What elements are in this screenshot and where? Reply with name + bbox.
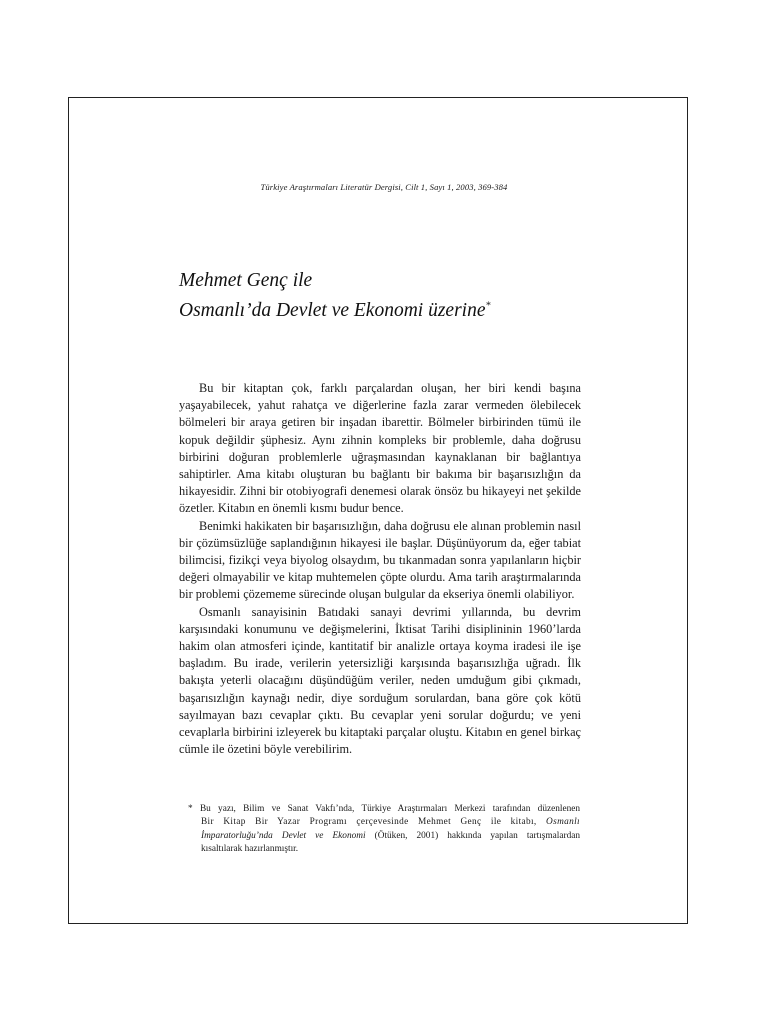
- footnote-text-1: Bu yazı, Bilim ve Sanat Vakfı’nda, Türkiye Araştırmaları Merkezi tarafından düzenlenen: [199, 804, 581, 814]
- footnote-mark: *: [188, 804, 193, 814]
- paragraph-1: Bu bir kitaptan çok, farklı parçalardan oluşan, her biri kendi başına yaşayabilecek, yahut rahatça ve diğerlerine fazla zarar vermeden ölebilecek bölmeleri bir araya getiren bir inşadan ibarettir. Bölmeler birbirinden tümü ile kopuk değildir şüphesiz. Aynı zihnin kompleks bir problemle, daha doğrusu birbirini doğuran problemlerle uğraşmasından kaynaklanan bir bağlantıya sahiptirler. Ama kitabı oluşturan bu bağlantı bir bakıma bir başarısızlığın da hikayesidir. Zihni bir otobiyografi denemesi olarak önsöz bu hikayeyi net şekilde özetler. Kitabın en önemli kısmı budur bence.: [179, 381, 581, 516]
- title-line-2-text: Osmanlı’da Devlet ve Ekonomi üzerine: [179, 300, 486, 321]
- article-title: [179, 266, 599, 326]
- paragraph-3: Osmanlı sanayisinin Batıdaki sanayi devrimi yıllarında, bu devrim karşısındaki konumunu ve değişmelerini, İktisat Tarihi disiplininin 1960’larda hakim olan atmosferi içinde, kantitatif bir analizle ortaya koyma iradesi ile işe başladım. Bu irade, verilerin yetersizliği karşısında başarısızlığa uğradı. İlk bakışta yeterli olacağını düşündüğüm veriler, neden umduğum gibi çıkmadı, başarısızlığın kaynağı nedir, diye sorduğum sorulardan, bana göre çok kötü sayılmayan bazı cevaplar çıktı. Bu cevaplar yeni sorular doğurdu; ve yeni cevaplarla birbirini izleyerek bu kitaptaki parçalar oluştu. Kitabın en genel birkaç cümle ile özetini böyle verebilirim.: [179, 604, 581, 757]
- article-body: [179, 380, 581, 758]
- footnote-text-2: Bir Kitap Bir Yazar Programı çerçevesinde Mehmet Genç ile kitabı,: [201, 817, 537, 828]
- paragraph-2: Benimki hakikaten bir başarısızlığın, daha doğrusu ele alınan problemin nasıl bir çözümsüzlüğe saplandığının hikayesi ile başlar. Düşünüyorum da, eğer tabiat bilimcisi, fizikçi veya biyolog olsaydım, bu tıkanmadan sonra yapılanların hiçbir değeri olmayabilir ve kitap muhtemelen çöpte olurdu. Ama tarih araştırmalarında bir problemi çözememe sürecinde oluşan bulgular da ekseriya önemli olabiliyor.: [179, 518, 581, 602]
- footnote-book-title-part-1: Osmanlı: [546, 817, 580, 828]
- footnote-line-3: [188, 830, 580, 843]
- title-line-1: Mehmet Genç ile: [179, 270, 313, 291]
- footnote-book-title-part-2: İmparatorluğu’nda Devlet ve Ekonomi: [201, 830, 366, 841]
- footnote-line-1: [188, 803, 580, 816]
- journal-header: Türkiye Araştırmaları Literatür Dergisi, Cilt 1, Sayı 1, 2003, 369-384: [260, 182, 508, 192]
- footnote-text-3: (Ötüken, 2001) hakkında yapılan tartışmalardan: [374, 830, 581, 841]
- footnote: [188, 803, 580, 856]
- footnote-line-2: [188, 816, 580, 829]
- title-line-2: [179, 296, 599, 326]
- title-footnote-mark: *: [485, 300, 491, 312]
- footnote-line-4: kısaltılarak hazırlanmıştır.: [201, 843, 299, 854]
